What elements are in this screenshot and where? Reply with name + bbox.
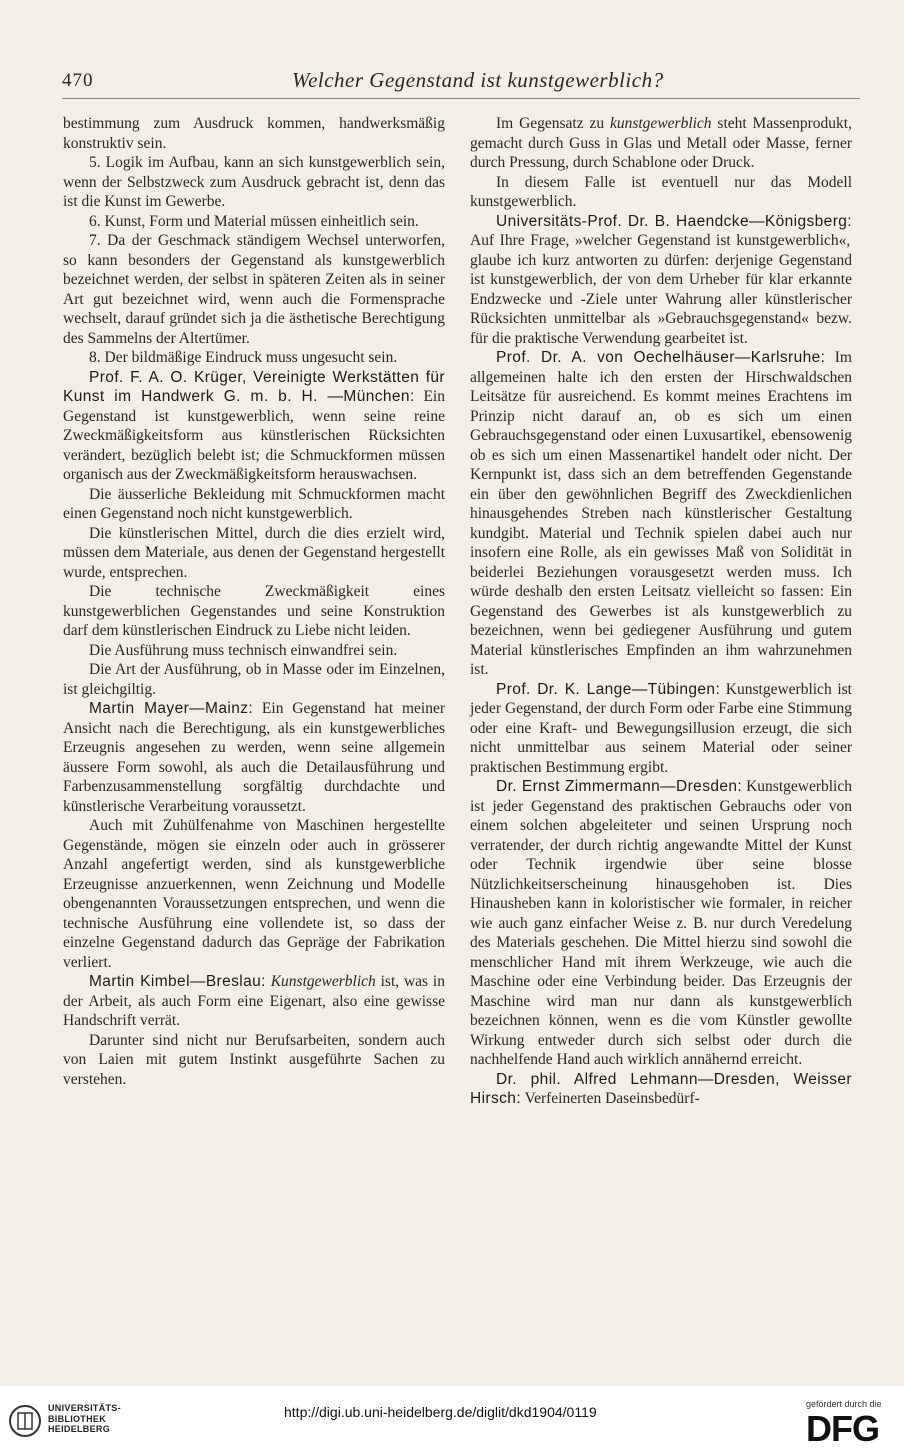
paragraph-text: 5. Logik im Aufbau, kann an sich kunstgewerblich sein, wenn der Selbstzweck zum Ausdruck gebracht ist, denn das ist die Kunst im Gewerbe. <box>63 154 445 210</box>
emphasized-term: Kunstgewerblich <box>265 973 376 990</box>
page-number: 470 <box>62 70 94 91</box>
speaker-name: Prof. F. A. O. Krüger, Vereinigte Werkstätten für Kunst im Handwerk G. m. b. H. —München: <box>63 368 445 405</box>
paragraph-text: 8. Der bildmäßige Eindruck muss ungesucht sein. <box>89 349 398 366</box>
paragraph-text: Im allgemeinen halte ich den ersten der Hirschwaldschen Leitsätze für ausreichend. Es kommt meines Erachtens im Prinzip nicht darauf an, ob es sich um einen Gebrauchsgegenstand oder einen Luxusartikel, ebensowenig ob es sich um einen Massenartikel handelt oder nicht. Der Kernpunkt ist, dass sich an dem betreffenden Gegenstande ein über den gewöhnlichen Begriff des Zweckdienlichen hinausgehendes Streben nach künstlerischer Gestaltung kundgibt. Material und Technik spielen dabei auch nur insofern eine Rolle, als ein gewisses Maß von Solidität in beiderlei Beziehungen vorausgesetzt werden muss. Ich würde deshalb den ersten Leitsatz vielleicht so fassen: Ein Gegenstand des Gewerbes ist als kunstgewerblich zu bezeichnen, wenn bei gediegener Ausführung und gutem Material künstlerisches Empfinden an ihm wahrzunehmen ist. <box>470 349 852 678</box>
paragraph-text: ist, was in der Arbeit, als auch Form eine Eigenart, also eine gewisse Handschrift verrät. <box>63 973 445 1029</box>
running-title: Welcher Gegenstand ist kunstgewerblich? <box>292 68 664 92</box>
paragraph-text: bestimmung zum Ausdruck kommen, handwerksmäßig konstruktiv sein. <box>63 115 445 152</box>
contribution-paragraph <box>470 1070 852 1109</box>
speaker-name: Prof. Dr. A. von Oechelhäuser—Karlsruhe: <box>496 349 826 366</box>
text-paragraph <box>63 1031 445 1090</box>
paragraph-text: Darunter sind nicht nur Berufsarbeiten, sondern auch von Laien mit gutem Instinkt ausgeführte Sachen zu verstehen. <box>63 1031 445 1088</box>
text-paragraph <box>470 173 852 212</box>
speaker-name: Martin Mayer—Mainz: <box>89 700 254 717</box>
speaker-name: Dr. Ernst Zimmermann—Dresden: <box>496 778 743 795</box>
source-url-link[interactable]: http://digi.ub.uni-heidelberg.de/diglit/dkd1904/0119 <box>284 1404 597 1420</box>
text-paragraph <box>63 153 445 212</box>
speaker-name: Dr. phil. Alfred Lehmann—Dresden, Weisser Hirsch: <box>470 1070 852 1107</box>
university-library-logo-icon <box>8 1404 42 1438</box>
paragraph-text: Kunstgewerblich ist jeder Gegenstand, der durch Form oder Farbe eine Stimmung oder eine Kraft- und Bewegungsillusion erzeugt, die sich nicht unmittelbar aus seinem Material oder seiner praktischen Bestimmung ergibt. <box>470 680 852 776</box>
text-paragraph <box>63 524 445 583</box>
speaker-name: Prof. Dr. K. Lange—Tübingen: <box>496 680 721 698</box>
paragraph-text: Die Art der Ausführung, ob in Masse oder im Einzelnen, ist gleichgiltig. <box>63 661 445 698</box>
paragraph-text: Die äusserliche Bekleidung mit Schmuckformen macht einen Gegenstand noch nicht kunstgewerblich. <box>63 485 445 522</box>
text-paragraph <box>63 348 445 368</box>
dfg-logo: DFG <box>806 1408 879 1449</box>
text-paragraph <box>63 660 445 699</box>
contribution-paragraph <box>470 348 852 680</box>
text-paragraph <box>63 212 445 232</box>
text-paragraph <box>63 231 445 348</box>
contribution-paragraph <box>470 212 852 349</box>
contribution-paragraph <box>470 680 852 778</box>
right-text-column <box>470 114 852 1109</box>
paragraph-text: Ein Gegenstand hat meiner Ansicht nach die Berechtigung, als ein kunstgewerbliches Erzeugnis angesehen zu werden, wenn seine allgemein äussere Form sowohl, als auch die Detailausführung und Farbenzusammenstellung sorgfältig durchdachte und künstlerische Verarbeitung voraussetzt. <box>63 700 446 815</box>
library-line-1: UNIVERSITÄTS- <box>48 1403 121 1413</box>
library-name <box>48 1403 121 1435</box>
emphasized-term: kunstgewerblich <box>609 115 712 132</box>
paragraph-text: In diesem Falle ist eventuell nur das Modell kunstgewerblich. <box>470 173 852 210</box>
paragraph-text: 6. Kunst, Form und Material müssen einheitlich sein. <box>89 212 419 230</box>
paragraph-text: Die Ausführung muss technisch einwandfrei sein. <box>89 641 398 659</box>
contribution-paragraph <box>63 368 445 485</box>
library-line-2: BIBLIOTHEK <box>48 1413 106 1424</box>
paragraph-text: Auch mit Zuhülfenahme von Maschinen hergestellte Gegenstände, mögen sie einzeln oder auch in grösserer Anzahl angefertigt werden, sind als kunstgewerbliche Erzeugnisse anzuerkennen, wenn Zeichnung und Modelle obengenannten Voraussetzungen entsprechen, und wenn die technische Ausführung eine vollendete ist, so dass der einzelne Gegenstand dadurch das Gepräge der Fabrikation verliert. <box>63 817 445 971</box>
text-paragraph <box>63 485 445 524</box>
paragraph-text: steht Massenprodukt, gemacht durch Guss in Glas und Metall oder Masse, ferner durch Pressung, durch Schablone oder Druck. <box>470 115 852 171</box>
paragraph-text: Kunstgewerblich ist jeder Gegenstand des praktischen Gebrauchs oder von einem solchen abgeleiteter und seinen Ursprung noch verratender, der durch richtig angewandte Mittel der Kunst oder Technik irgendwie über seine blosse Nützlichkeitserscheinung hinausgehoben ist. Dies Hinausheben kann in koloristischer wie formaler, in reicher wie auch ganz einfacher Weise z. B. nur durch Veredelung des Materials geschehen. Die Mittel hierzu sind sowohl die menschlicher Hand mit ihrem Werkzeuge, wie auch die Maschine oder eine Verbindung beider. Das Erzeugnis der Maschine wird man nur dann als kunstgewerblich bezeichnen können, wenn es die vom Künstler gewollte Wirkung entweder durch sich selbst oder durch die nachhelfende Hand auch wirklich annähernd erreicht. <box>470 778 852 1068</box>
contribution-paragraph <box>63 972 445 1031</box>
speaker-name: Universitäts-Prof. Dr. B. Haendcke—Königsberg: <box>496 212 852 230</box>
text-paragraph <box>63 114 445 153</box>
text-paragraph <box>63 816 445 972</box>
text-paragraph <box>63 582 445 641</box>
text-paragraph <box>470 114 852 173</box>
paragraph-text: 7. Da der Geschmack ständigem Wechsel unterworfen, so kann besonders der Gegenstand als kunstgewerblich bezeichnet werden, der selbst in späteren Zeiten als in seiner Art gut bezeichnet wird, wenn auch die Formensprache wechselt, darauf gründet sich ja die ästhetische Berechtigung des Sammelns der Altertümer. <box>63 232 445 347</box>
library-line-3: HEIDELBERG <box>48 1424 111 1434</box>
left-text-column <box>63 114 445 1089</box>
text-paragraph <box>63 641 445 661</box>
paragraph-text: Die technische Zweckmäßigkeit eines kunstgewerblichen Gegenstandes und seine Konstruktion darf dem künstlerischen Eindruck zu Liebe nicht leiden. <box>63 583 445 639</box>
paragraph-text: Verfeinerten Daseinsbedürf- <box>521 1090 700 1107</box>
dfg-caption: gefördert durch die <box>806 1399 882 1409</box>
footer-bar <box>0 1386 904 1452</box>
page-header <box>62 68 860 99</box>
paragraph-text: Auf Ihre Frage, »welcher Gegenstand ist kunstgewerblich«, glaube ich kurz antworten zu dürfen: derjenige Gegenstand ist kunstgewerblich, der von dem Urheber für klar erkannte Endzwecke und -Ziele unter Wahrung aller künstlerischer Rücksichten unmittelbar als »Gebrauchsgegenstand« bezw. für die praktische Verwendung gearbeitet ist. <box>470 232 852 347</box>
paragraph-text: Ein Gegenstand ist kunstgewerblich, wenn seine reine Zweckmäßigkeitsform aus künstlerischen Rücksichten verändert, bezüglich belebt ist; die Schmuckformen müssen organisch aus der Zweckmäßigkeitsform herauswachsen. <box>63 388 445 483</box>
paragraph-text: Die künstlerischen Mittel, durch die dies erzielt wird, müssen dem Materiale, aus denen der Gegenstand hergestellt wurde, entsprechen. <box>63 524 445 581</box>
contribution-paragraph <box>63 699 445 816</box>
speaker-name: Martin Kimbel—Breslau: <box>89 973 266 990</box>
contribution-paragraph <box>470 777 852 1070</box>
paragraph-text: Im Gegensatz zu <box>496 115 610 132</box>
